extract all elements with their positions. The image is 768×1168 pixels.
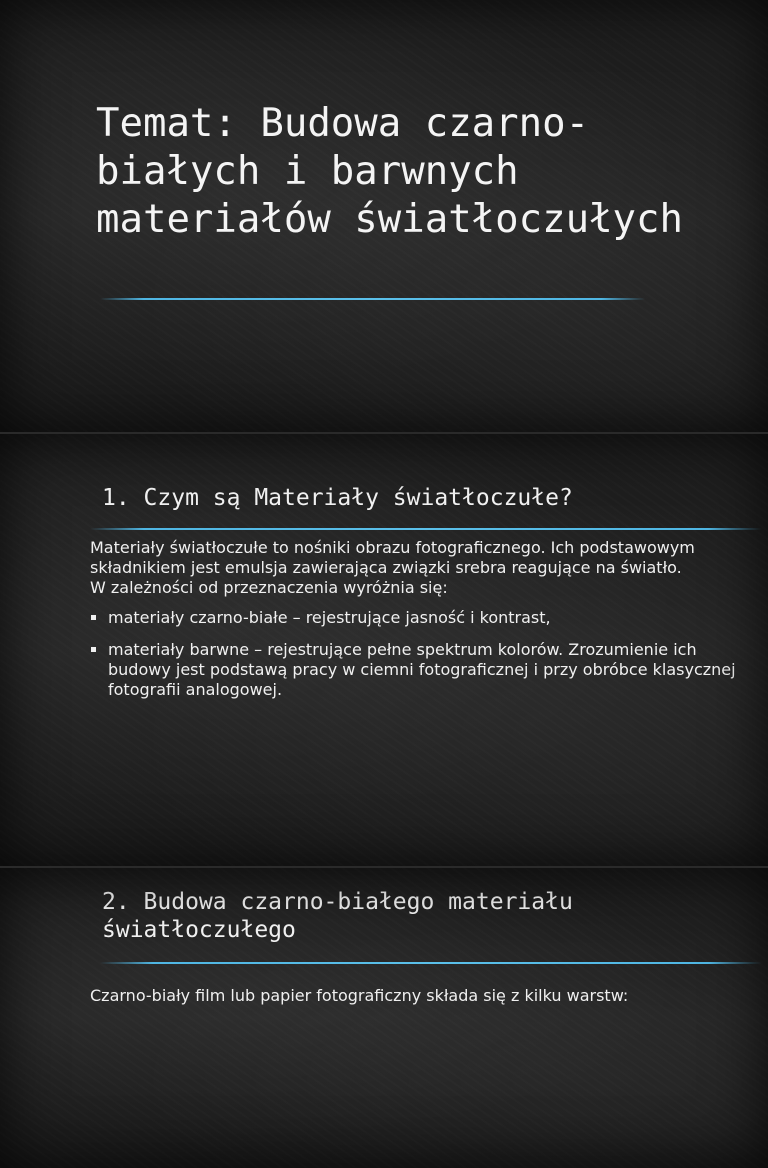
bullet-item	[90, 640, 750, 700]
bullet-text: materiały barwne – rejestrujące pełne spektrum kolorów. Zrozumienie ich budowy jest podstawą pracy w ciemni fotograficznej i przy obróbce klasycznej fotografii analogowej.	[108, 640, 736, 699]
content-slide-1	[0, 434, 768, 866]
heading-underline-rule	[100, 962, 762, 964]
bullet-list	[90, 608, 750, 700]
section-body-1	[90, 538, 750, 712]
bullet-item	[90, 608, 750, 628]
bullet-text: materiały czarno-białe – rejestrujące jasność i kontrast,	[108, 608, 551, 627]
square-bullet-icon	[91, 615, 96, 620]
paragraph: W zależności od przeznaczenia wyróżnia się:	[90, 578, 448, 597]
section-body-2	[90, 986, 750, 1006]
content-slide-2	[0, 868, 768, 1168]
heading-underline-rule	[90, 528, 762, 530]
paragraph: Materiały światłoczułe to nośniki obrazu fotograficznego. Ich podstawowym składnikiem jest emulsja zawierająca związki srebra reagujące na światło.	[90, 538, 695, 577]
title-underline-rule	[100, 298, 645, 300]
section-heading-1: 1. Czym są Materiały światłoczułe?	[102, 485, 573, 511]
square-bullet-icon	[91, 647, 96, 652]
section-heading-2: 2. Budowa czarno-białego materiału światłoczułego	[102, 889, 573, 943]
title-slide	[0, 0, 768, 432]
slide-title: Temat: Budowa czarno-białych i barwnych materiałów światłoczułych	[96, 101, 683, 242]
paragraph: Czarno-biały film lub papier fotograficzny składa się z kilku warstw:	[90, 986, 629, 1005]
